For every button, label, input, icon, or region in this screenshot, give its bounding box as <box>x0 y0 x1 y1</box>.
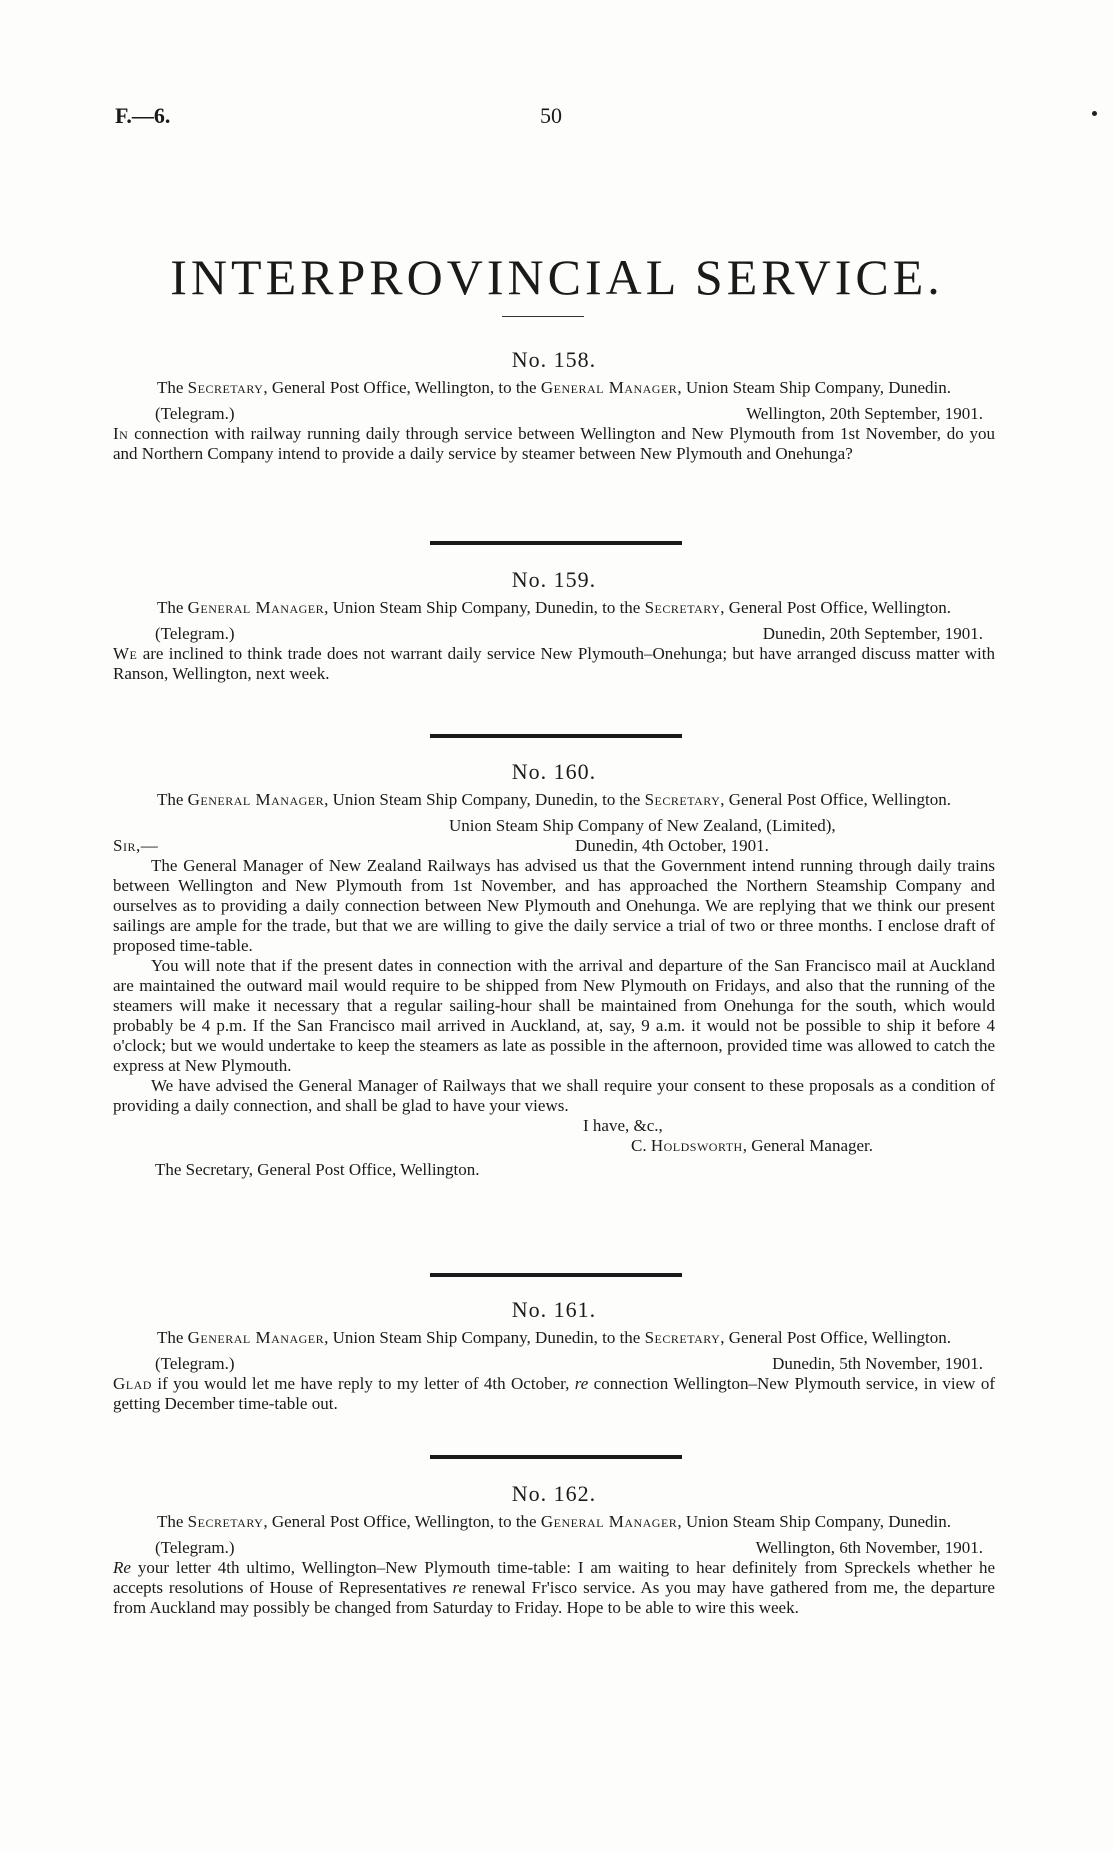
message-body: Re your letter 4th ultimo, Wellington–New Plymouth time-table: I am waiting to hear definitely from Spreckels whether he accepts resolutions of House of Representatives re renewal Fr'isco service. As you may have gathered from me, the departure from Auckland may possibly be changed from Saturday to Friday. Hope to be able to wire this week. <box>113 1558 995 1617</box>
dateline: Dunedin, 5th November, 1901. <box>772 1354 983 1373</box>
telegram-label: (Telegram.) <box>155 1538 235 1557</box>
addressee: The Secretary, General Post Office, Wellington. <box>155 1160 480 1179</box>
page-title: INTERPROVINCIAL SERVICE. <box>170 249 944 305</box>
signature: C. Holdsworth, General Manager. <box>631 1136 874 1155</box>
section-number: No. 160. <box>511 759 597 784</box>
document-reference: F.—6. <box>115 103 171 128</box>
section-160 <box>113 759 995 1180</box>
section-divider <box>430 734 682 738</box>
section-caption: The General Manager, Union Steam Ship Company, Dunedin, to the Secretary, General Post Office, Wellington. <box>156 1328 952 1347</box>
title-divider <box>502 316 584 317</box>
salutation: Sir,— <box>113 836 159 855</box>
telegram-label: (Telegram.) <box>155 404 235 423</box>
letter-paragraph: The General Manager of New Zealand Railways has advised us that the Government intend running through daily trains between Wellington and New Plymouth from 1st November, and has approached the Northern Steamship Company and ourselves as to providing a daily connection between New Plymouth and Onehunga. We are replying that we think our present sailings are ample for the trade, but that we are willing to give the daily service a trial of two or three months. I enclose draft of proposed time-table. <box>113 856 995 955</box>
section-161 <box>113 1297 995 1414</box>
section-divider <box>430 541 682 545</box>
section-162 <box>113 1481 995 1618</box>
telegram-line <box>113 1354 995 1374</box>
dateline: Dunedin, 20th September, 1901. <box>762 624 983 643</box>
section-number: No. 162. <box>511 1481 597 1506</box>
section-caption: The Secretary, General Post Office, Wellington, to the General Manager, Union Steam Ship Company, Dunedin. <box>156 378 952 397</box>
complimentary-close: I have, &c., <box>583 1116 663 1135</box>
telegram-label: (Telegram.) <box>155 1354 235 1373</box>
letter-paragraph: We have advised the General Manager of Railways that we shall require your consent to these proposals as a condition of providing a daily connection, and shall be glad to have your views. <box>113 1076 995 1115</box>
margin-dot <box>1092 111 1097 116</box>
letterhead: Union Steam Ship Company of New Zealand, (Limited), <box>449 816 836 835</box>
message-body: We are inclined to think trade does not warrant daily service New Plymouth–Onehunga; but have arranged discuss matter with Ranson, Wellington, next week. <box>113 644 995 683</box>
section-number: No. 158. <box>511 347 597 372</box>
telegram-label: (Telegram.) <box>155 624 235 643</box>
dateline: Wellington, 6th November, 1901. <box>755 1538 983 1557</box>
telegram-line <box>113 624 995 644</box>
page-number: 50 <box>540 103 562 128</box>
section-caption: The General Manager, Union Steam Ship Company, Dunedin, to the Secretary, General Post Office, Wellington. <box>156 790 952 809</box>
telegram-line <box>113 1538 995 1558</box>
section-caption: The General Manager, Union Steam Ship Company, Dunedin, to the Secretary, General Post Office, Wellington. <box>156 598 952 617</box>
salutation-row <box>113 836 995 856</box>
dateline: Dunedin, 4th October, 1901. <box>575 836 769 855</box>
section-caption: The Secretary, General Post Office, Wellington, to the General Manager, Union Steam Ship Company, Dunedin. <box>156 1512 952 1531</box>
section-divider <box>430 1455 682 1459</box>
telegram-line <box>113 404 995 424</box>
message-body: In connection with railway running daily through service between Wellington and New Plymouth from 1st November, do you and Northern Company intend to provide a daily service by steamer between New Plymouth and Onehunga? <box>113 424 995 463</box>
message-body: Glad if you would let me have reply to my letter of 4th October, re connection Wellington–New Plymouth service, in view of getting December time-table out. <box>113 1374 995 1413</box>
section-divider <box>430 1273 682 1277</box>
section-number: No. 159. <box>511 567 597 592</box>
section-158 <box>113 347 995 464</box>
dateline: Wellington, 20th September, 1901. <box>746 404 983 423</box>
section-number: No. 161. <box>511 1297 597 1322</box>
section-159 <box>113 567 995 684</box>
letter-paragraph: You will note that if the present dates in connection with the arrival and departure of the San Francisco mail at Auckland are maintained the outward mail would require to be shipped from New Plymouth on Fridays, and also that the running of the steamers will make it necessary that a regular sailing-hour shall be maintained from Onehunga for the south, which would probably be 4 p.m. If the San Francisco mail arrived in Auckland, at, say, 9 a.m. it would not be possible to ship it before 4 o'clock; but we would undertake to keep the steamers as late as possible in the afternoon, provided time was allowed to catch the express at New Plymouth. <box>113 956 995 1075</box>
